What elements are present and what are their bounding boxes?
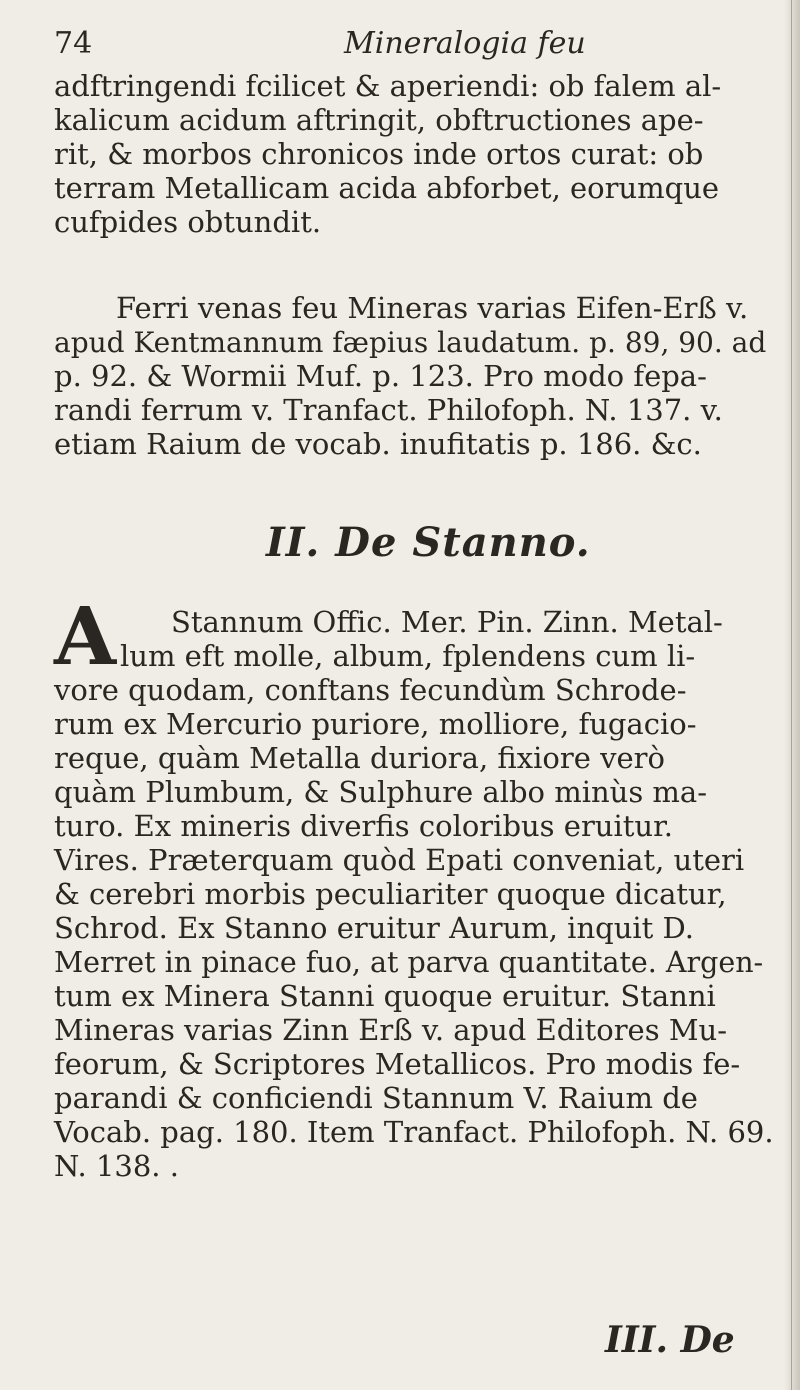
catchword: III. De bbox=[605, 1319, 735, 1361]
page-edge-line bbox=[791, 0, 792, 1390]
text-line: randi ferrum v. Tranfact. Philofoph. N. 137. v. bbox=[54, 393, 723, 427]
text-line: kalicum acidum aftringit, obftructiones ape- bbox=[54, 103, 704, 137]
text-line: Ferri venas feu Mineras varias Eifen-Erß v. bbox=[116, 291, 749, 325]
section-heading: II. De Stanno. bbox=[266, 519, 591, 566]
text-line: Vires. Præterquam quòd Epati conveniat, uteri bbox=[54, 843, 745, 877]
text-line: adftringendi fcilicet & aperiendi: ob falem al- bbox=[54, 69, 722, 103]
text-line: cufpides obtundit. bbox=[54, 205, 322, 239]
text-line: reque, quàm Metalla duriora, fixiore verò bbox=[54, 741, 665, 775]
page-number: 74 bbox=[54, 26, 93, 61]
text-line: Stannum Offic. Mer. Pin. Zinn. Metal- bbox=[171, 605, 723, 639]
text-line: N. 138. . bbox=[54, 1149, 179, 1183]
text-line: Schrod. Ex Stanno eruitur Aurum, inquit D. bbox=[54, 911, 694, 945]
paragraph-ferri bbox=[54, 290, 790, 460]
text-line: turo. Ex mineris diverfis coloribus eruitur. bbox=[54, 809, 673, 843]
running-head: Mineralogia feu bbox=[344, 26, 586, 61]
text-line: rum ex Mercurio puriore, molliore, fugacio- bbox=[54, 707, 697, 741]
text-line: quàm Plumbum, & Sulphure albo minùs ma- bbox=[54, 775, 708, 809]
text-line: etiam Raium de vocab. inufitatis p. 186. &c. bbox=[54, 427, 702, 461]
text-line: feorum, & Scriptores Metallicos. Pro modis fe- bbox=[54, 1047, 741, 1081]
text-line: rit, & morbos chronicos inde ortos curat: ob bbox=[54, 137, 704, 171]
text-line: apud Kentmannum fæpius laudatum. p. 89, 90. ad bbox=[54, 326, 767, 359]
page-header bbox=[54, 24, 774, 66]
drop-capital: A bbox=[54, 589, 117, 683]
text-line: Mineras varias Zinn Erß v. apud Editores Mu- bbox=[54, 1013, 727, 1047]
paragraph-alkali bbox=[54, 68, 790, 238]
paragraph-stannum bbox=[54, 604, 790, 1182]
text-line: & cerebri morbis peculiariter quoque dicatur, bbox=[54, 877, 727, 911]
text-line: Merret in pinace fuo, at parva quantitate. Argen- bbox=[54, 946, 764, 979]
text-line: parandi & conficiendi Stannum V. Raium de bbox=[54, 1081, 698, 1115]
text-line: vore quodam, conftans fecundùm Schrode- bbox=[54, 673, 687, 707]
text-line: p. 92. & Wormii Muf. p. 123. Pro modo fepa- bbox=[54, 359, 707, 393]
text-line: tum ex Minera Stanni quoque eruitur. Stanni bbox=[54, 979, 716, 1013]
text-line: terram Metallicam acida abforbet, eorumque bbox=[54, 171, 720, 205]
text-line: Vocab. pag. 180. Item Tranfact. Philofoph. N. 69. bbox=[54, 1115, 774, 1149]
text-line: lum eft molle, album, fplendens cum li- bbox=[120, 639, 696, 673]
